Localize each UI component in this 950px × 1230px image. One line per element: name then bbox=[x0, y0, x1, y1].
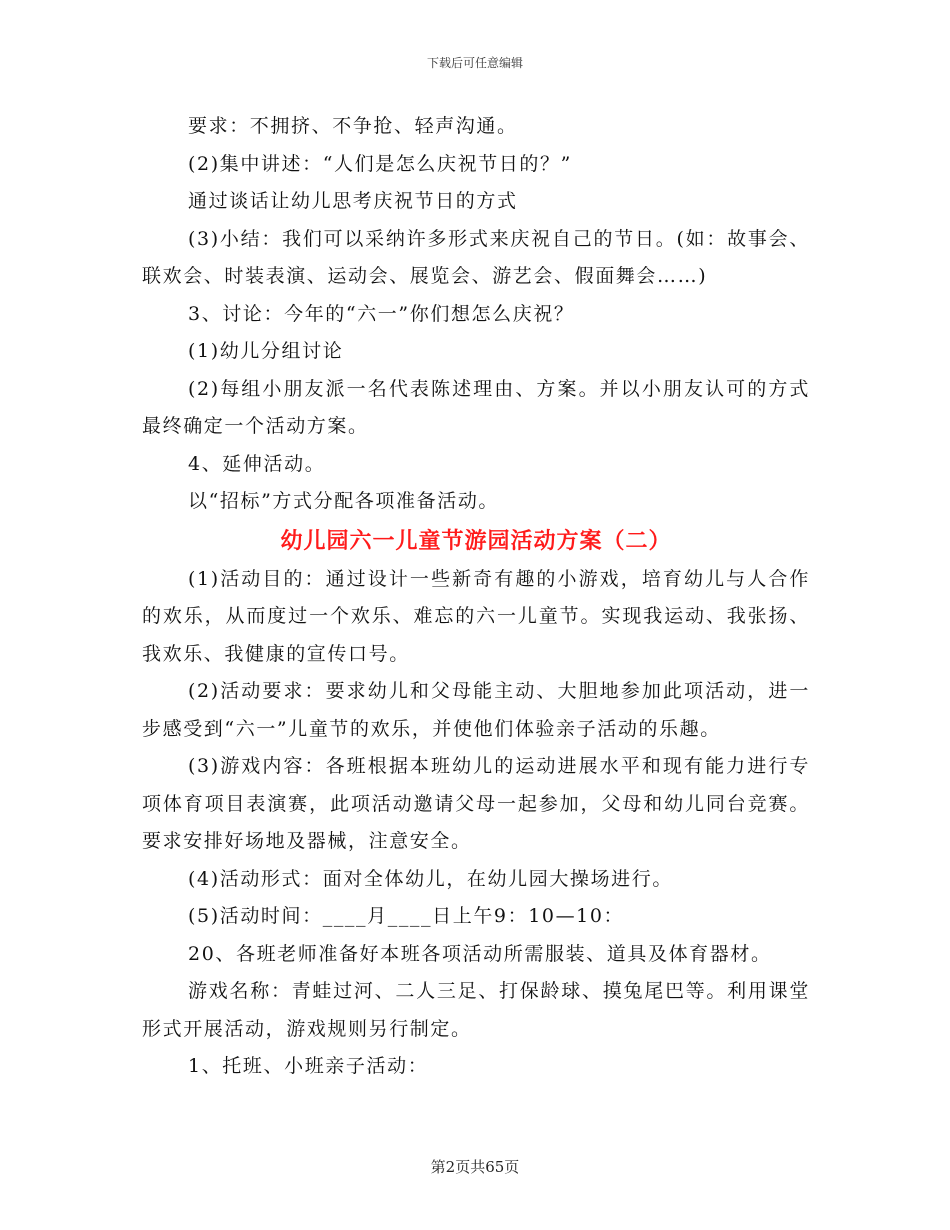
paragraph: (4)活动形式：面对全体幼儿，在幼儿园大操场进行。 bbox=[188, 867, 673, 890]
section-title: 幼儿园六一儿童节游园活动方案（二） bbox=[280, 527, 672, 554]
paragraph: (3)游戏内容：各班根据本班幼儿的运动进展水平和现有能力进行专项体育项目表演赛，此项活动邀请父母一起参加，父母和幼儿同台竞赛。要求安排好场地及器械，注意安全。 bbox=[142, 755, 810, 852]
paragraph: 要求：不拥挤、不争抢、轻声沟通。 bbox=[188, 115, 518, 137]
paragraph: 游戏名称：青蛙过河、二人三足、打保龄球、摸兔尾巴等。利用课堂形式开展活动，游戏规则另行制定。 bbox=[142, 980, 810, 1040]
paragraph: 3、讨论：今年的“六一”你们想怎么庆祝？ bbox=[188, 302, 575, 325]
paragraph: 通过谈话让幼儿思考庆祝节日的方式 bbox=[188, 190, 518, 212]
paragraph: (2)集中讲述：“人们是怎么庆祝节日的？” bbox=[188, 152, 572, 175]
page-footer: 第2页共65页 bbox=[430, 1158, 520, 1176]
document-body bbox=[142, 108, 810, 1086]
paragraph: 1、托班、小班亲子活动： bbox=[188, 1055, 429, 1077]
paragraph: (2)活动要求：要求幼儿和父母能主动、大胆地参加此项活动，进一步感受到“六一”儿童节的欢乐，并使他们体验亲子活动的乐趣。 bbox=[142, 680, 810, 740]
paragraph: (5)活动时间：____月____日上午9：10—10： bbox=[188, 905, 625, 927]
paragraph: (1)活动目的：通过设计一些新奇有趣的小游戏，培育幼儿与人合作的欢乐，从而度过一个欢乐、难忘的六一儿童节。实现我运动、我张扬、我欢乐、我健康的宣传口号。 bbox=[142, 567, 810, 665]
paragraph: (2)每组小朋友派一名代表陈述理由、方案。并以小朋友认可的方式最终确定一个活动方案。 bbox=[142, 377, 810, 437]
paragraph: (1)幼儿分组讨论 bbox=[188, 340, 344, 362]
paragraph: 以“招标”方式分配各项准备活动。 bbox=[188, 490, 500, 512]
paragraph: (3)小结：我们可以采纳许多形式来庆祝自己的节日。(如：故事会、联欢会、时装表演、运动会、展览会、游艺会、假面舞会……) bbox=[142, 227, 810, 287]
paragraph: 20、各班老师准备好本班各项活动所需服装、道具及体育器材。 bbox=[188, 942, 772, 965]
paragraph: 4、延伸活动。 bbox=[188, 452, 326, 475]
header-note: 下载后可任意编辑 bbox=[426, 56, 523, 70]
